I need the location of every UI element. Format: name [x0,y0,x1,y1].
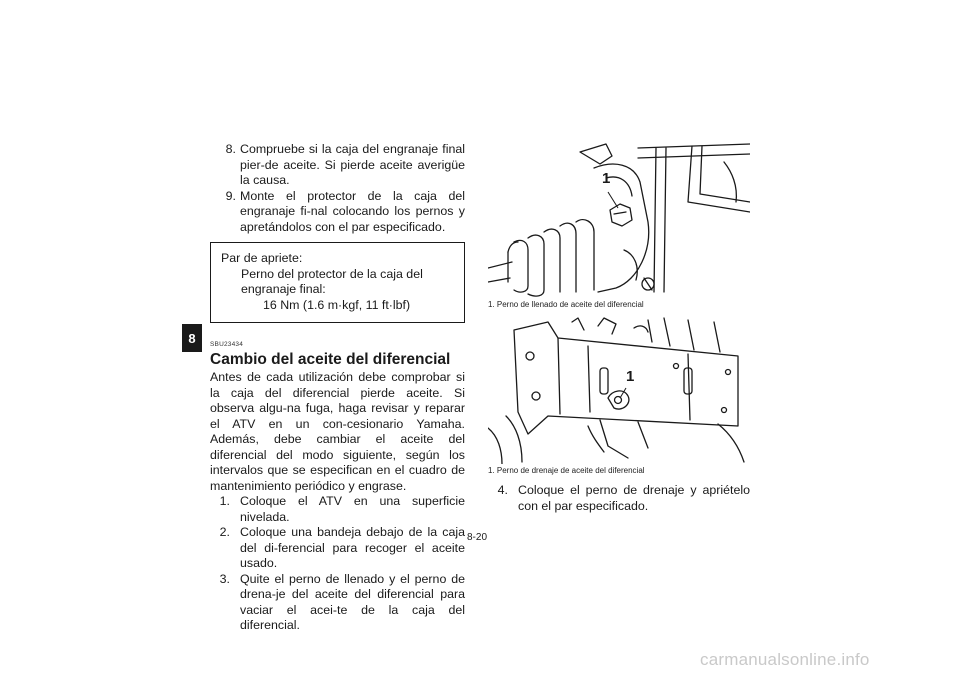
step-text: Coloque el perno de drenaje y apriételo con el par especificado. [518,483,750,513]
step-number: 4. [497,483,508,497]
step-text: Compruebe si la caja del engranaje final pier-de aceite. Si pierde aceite averigüe la causa. [240,142,465,187]
left-column [210,142,465,634]
callout-label: 1 [602,170,611,187]
figure-fill-bolt [488,142,750,298]
torque-title: Par de apriete: [221,251,303,265]
page-number: 8-20 [467,532,488,543]
list-item [210,189,465,236]
list-item [210,525,465,572]
steps-b [210,494,465,634]
step-number: 8. [225,142,236,156]
list-item [210,494,465,525]
list-item [488,483,750,514]
step-text: Coloque una bandeja debajo de la caja del di-ferencial para recoger el aceite usado. [240,525,465,570]
drain-bolt-illustration [488,316,750,464]
step-number: 9. [225,188,236,203]
figure-drain-bolt [488,316,750,464]
torque-item: Perno del protector de la caja del engranaje final: [241,266,423,296]
figure-caption: 1. Perno de drenaje de aceite del diferencial [488,466,645,475]
step-number: 1. [219,494,230,508]
torque-value: 16 Nm (1.6 m·kgf, 11 ft·lbf) [263,297,411,312]
steps-a [210,142,465,235]
list-item [210,142,465,189]
steps-c [488,483,750,514]
right-column [488,142,750,514]
fill-bolt-illustration [488,142,750,298]
step-text: Coloque el ATV en una superficie nivelada. [240,494,465,524]
step-number: 2. [219,525,230,539]
step-text: Quite el perno de llenado y el perno de drena-je del aceite del diferencial para vaciar el acei-te de la caja del diferencial. [240,571,465,632]
callout-label: 1 [626,368,635,385]
torque-box [210,242,465,323]
step-number: 3. [219,571,230,586]
chapter-tab: 8 [182,324,202,352]
section-paragraph: Antes de cada utilización debe comprobar si la caja del diferencial pierde aceite. Si observa algu-na fuga, haga revisar y reparar el ATV en un con-cesionario Yamaha. Además, debe cambiar el aceite del diferencial del modo siguiente, según los intervalos que se especifican en el cuadro de mantenimiento periódico y engrase. [210,370,465,493]
list-item [210,572,465,634]
figure-caption: 1. Perno de llenado de aceite del diferencial [488,300,644,309]
step-text: Monte el protector de la caja del engranaje fi-nal colocando los pernos y apretándolos con el par especificado. [240,188,465,234]
section-code: SBU23434 [210,341,244,348]
watermark: carmanualsonline.info [700,650,870,669]
section-heading: Cambio del aceite del diferencial [210,351,451,368]
